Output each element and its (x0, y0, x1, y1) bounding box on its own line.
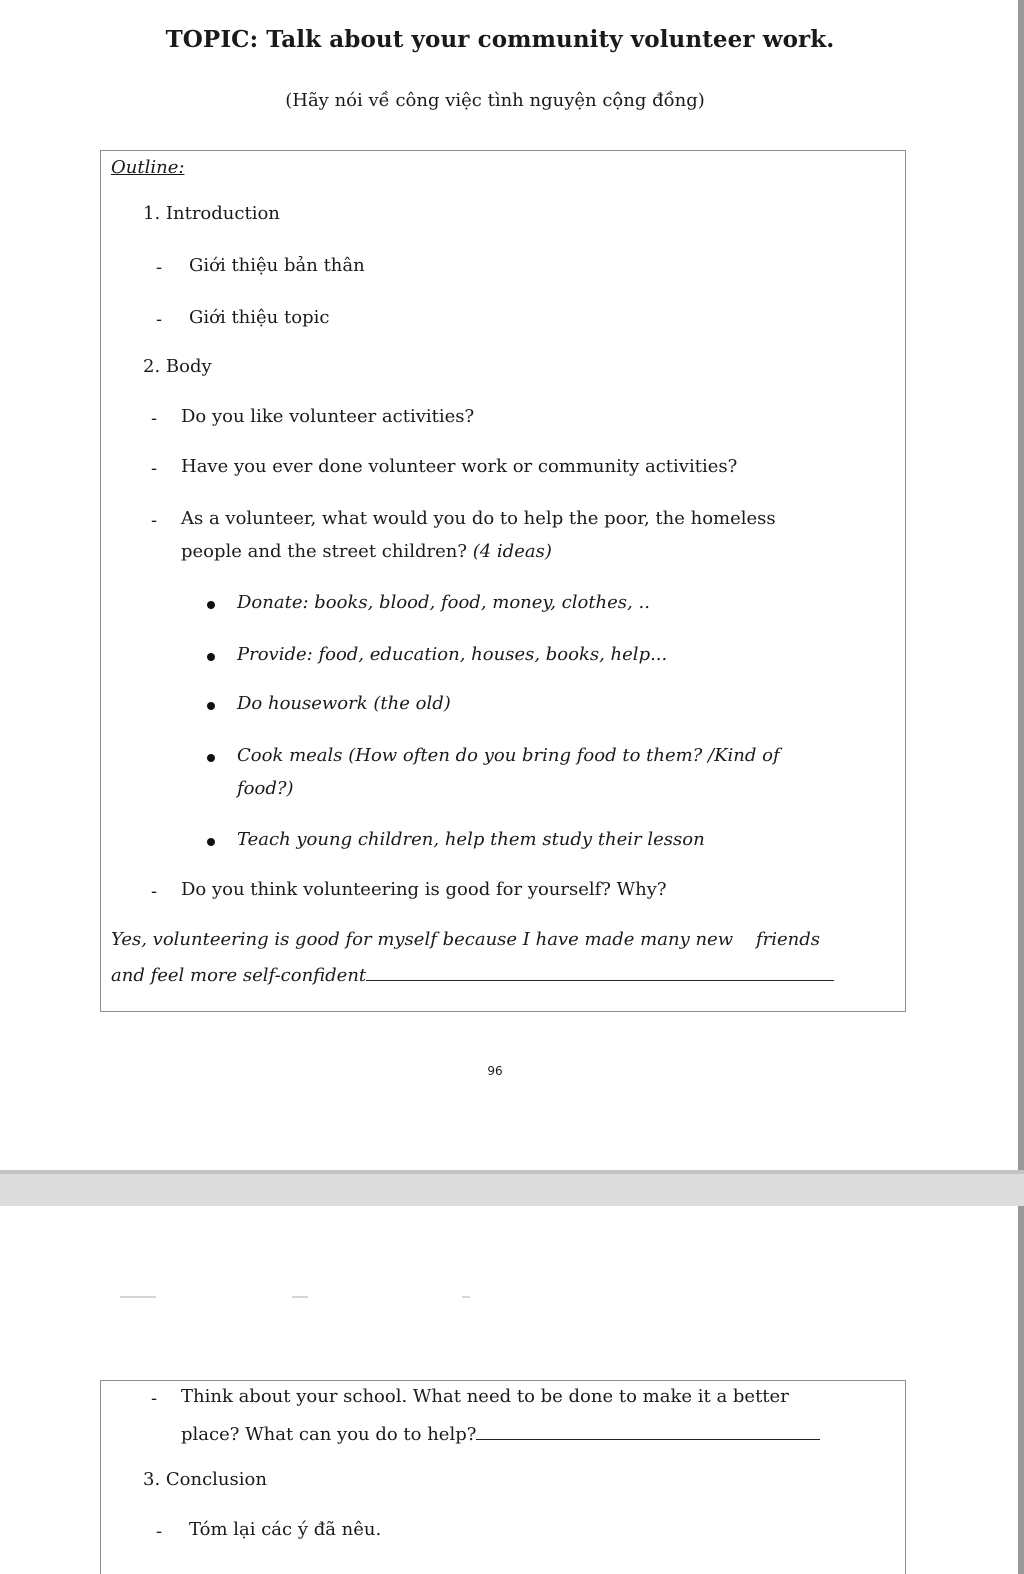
idea-item: Teach young children, help them study their lesson (237, 829, 705, 850)
faint-mark (462, 1296, 470, 1298)
idea-item-continued: food?) (237, 778, 294, 799)
conclusion-heading: 3. Conclusion (143, 1469, 267, 1490)
body-question-5-line-1: Think about your school. What need to be done to make it a better (181, 1386, 789, 1407)
conclusion-item: Tóm lại các ý đã nêu. (189, 1519, 382, 1540)
dash-marker: - (151, 510, 158, 531)
idea-item: Do housework (the old) (237, 693, 451, 714)
bullet-marker (207, 653, 215, 661)
dash-marker: - (151, 458, 158, 479)
intro-item: Giới thiệu topic (189, 307, 330, 328)
body-question-5-line-2-wrapper (181, 1421, 820, 1445)
faint-mark (120, 1296, 156, 1298)
bullet-marker (207, 754, 215, 762)
intro-item: Giới thiệu bản thân (189, 255, 365, 276)
body-heading: 2. Body (143, 356, 212, 377)
dash-marker: - (156, 1521, 163, 1542)
dash-marker: - (156, 309, 163, 330)
question-blank-line (476, 1421, 820, 1440)
outline-label: Outline: (111, 157, 185, 178)
page-title: TOPIC: Talk about your community volunteer work. (165, 26, 835, 53)
outline-box (100, 150, 906, 1012)
dash-marker: - (156, 257, 163, 278)
bullet-marker (207, 838, 215, 846)
idea-item: Donate: books, blood, food, money, clothes, .. (237, 592, 650, 613)
body-question-3-line-1: As a volunteer, what would you do to help the poor, the homeless (181, 508, 776, 529)
body-question-2: Have you ever done volunteer work or community activities? (181, 456, 738, 477)
body-question-3-line-2 (181, 541, 552, 562)
page-separator (0, 1170, 1024, 1206)
answer-line-2: and feel more self-confident (111, 965, 367, 986)
body-question-5-line-2: place? What can you do to help? (181, 1424, 477, 1445)
dash-marker: - (151, 408, 158, 429)
bullet-marker (207, 702, 215, 710)
answer-blank-line (366, 962, 834, 981)
answer-line-2-wrapper (111, 962, 834, 986)
dash-marker: - (151, 881, 158, 902)
page-subtitle: (Hãy nói về công việc tình nguyện cộng đồng) (285, 90, 705, 111)
body-question-3-note: (4 ideas) (472, 541, 552, 562)
bullet-marker (207, 601, 215, 609)
dash-marker: - (151, 1388, 158, 1409)
answer-line-1: Yes, volunteering is good for myself because I have made many new friends (111, 929, 821, 950)
body-question-3-text: people and the street children? (181, 541, 467, 562)
body-question-1: Do you like volunteer activities? (181, 406, 475, 427)
outline-box-continued (100, 1380, 906, 1574)
idea-item: Cook meals (How often do you bring food to them? /Kind of (237, 745, 780, 766)
page-number: 96 (487, 1064, 503, 1078)
faint-mark (292, 1296, 308, 1298)
intro-heading: 1. Introduction (143, 203, 280, 224)
body-question-4: Do you think volunteering is good for yourself? Why? (181, 879, 667, 900)
idea-item: Provide: food, education, houses, books, help... (237, 644, 668, 665)
